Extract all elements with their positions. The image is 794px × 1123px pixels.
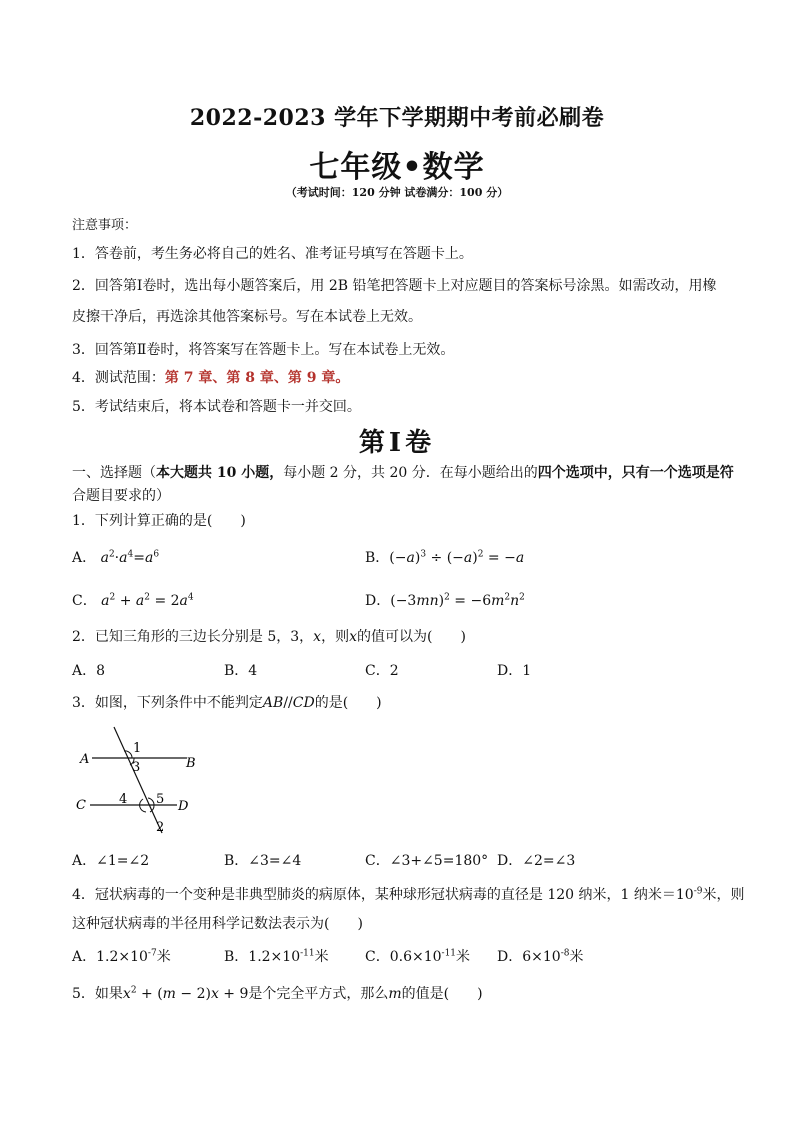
q1-c-label: C． bbox=[72, 593, 97, 609]
label-b: B bbox=[186, 756, 196, 771]
note-4 bbox=[72, 367, 349, 387]
q1-option-b: B．$(-a)^3 \div (-a)^2 = -a$ bbox=[365, 549, 525, 566]
section-title: 第Ⅰ卷 bbox=[358, 428, 436, 458]
test-range: 第 7 章、第 8 章、第 9 章。 bbox=[164, 370, 350, 386]
note-2-cont: 皮擦干净后，再选涂其他答案标号。写在本试卷上无效。 bbox=[72, 309, 422, 325]
section-intro-line2: 合题目要求的） bbox=[72, 488, 170, 504]
intro-part-a: 一、选择题（ bbox=[72, 465, 156, 481]
q4-option-b bbox=[224, 946, 329, 966]
q1-option-c: C． $a^2 + a^2 = 2a^4$ bbox=[72, 592, 194, 609]
q4-line1-exp: -9 bbox=[693, 886, 703, 897]
label-5: 5 bbox=[156, 792, 165, 807]
q3-stem-b: 的是( ) bbox=[314, 695, 382, 711]
note-4-prefix: 4．测试范围： bbox=[72, 370, 165, 386]
note-3: 3．回答第Ⅱ卷时，将答案写在答题卡上。写在本试卷上无效。 bbox=[72, 342, 455, 358]
q4-d-unit: 米 bbox=[569, 949, 584, 965]
q2-stem-b: ，则 bbox=[321, 629, 350, 645]
q4-a-exp: -7 bbox=[147, 948, 157, 959]
q4-d-exp: -8 bbox=[560, 948, 570, 959]
q4-d-label: D．6×10 bbox=[497, 949, 561, 965]
q3-option-a: A．∠1=∠2 bbox=[72, 853, 150, 869]
q2-option-c: C．2 bbox=[365, 663, 399, 679]
q4-option-d bbox=[497, 946, 583, 966]
q2-option-d: D．1 bbox=[497, 663, 532, 679]
label-c: C bbox=[76, 798, 86, 813]
q1-stem: 1．下列计算正确的是( ) bbox=[72, 513, 246, 529]
note-1: 1．答卷前，考生务必将自己的姓名、准考证号填写在答题卡上。 bbox=[72, 246, 473, 262]
q2-stem-a: 2．已知三角形的三边长分别是 5，3， bbox=[72, 629, 314, 645]
q4-c-label: C．0.6×10 bbox=[365, 949, 442, 965]
label-4: 4 bbox=[119, 792, 128, 807]
intro-part-c: 每小题 2 分，共 20 分．在每小题给出的 bbox=[283, 465, 538, 481]
q1-b-label: B． bbox=[365, 550, 390, 566]
q4-line2: 这种冠状病毒的半径用科学记数法表示为( ) bbox=[72, 916, 363, 932]
exam-info: （考试时间：120 分钟 试卷满分：100 分） bbox=[285, 186, 509, 199]
q4-b-exp: -11 bbox=[300, 948, 315, 959]
paper-subject: 七年级•数学 bbox=[309, 150, 485, 185]
q4-line1-text: 4．冠状病毒的一个变种是非典型肺炎的病原体，某种球形冠状病毒的直径是 120 纳米，1 纳米＝10 bbox=[72, 887, 694, 903]
q4-a-label: A．1.2×10 bbox=[72, 949, 148, 965]
label-1: 1 bbox=[133, 741, 142, 756]
q3-option-c: C．∠3+∠5=180° bbox=[365, 853, 489, 869]
q5-stem: 5．如果$x^2 + (m - 2)x + 9$是个完全平方式，那么m的值是( ) bbox=[72, 985, 483, 1002]
paper-title: 2022-2023 学年下学期期中考前必刷卷 bbox=[189, 105, 605, 131]
q4-b-label: B．1.2×10 bbox=[224, 949, 301, 965]
note-5: 5．考试结束后，将本试卷和答题卡一并交回。 bbox=[72, 399, 361, 415]
q1-d-label: D． bbox=[365, 593, 391, 609]
section-intro bbox=[72, 462, 734, 482]
q2-stem: 2．已知三角形的三边长分别是 5，3，x，则x的值可以为( ) bbox=[72, 629, 466, 645]
q5-stem-c: 的值是( ) bbox=[401, 986, 483, 1002]
q4-b-unit: 米 bbox=[314, 949, 329, 965]
q1-a-label: A． bbox=[72, 550, 97, 566]
notes-heading: 注意事项： bbox=[72, 218, 138, 233]
q4-option-c bbox=[365, 946, 470, 966]
q3-option-b: B．∠3=∠4 bbox=[224, 853, 302, 869]
label-3: 3 bbox=[132, 760, 141, 775]
label-2: 2 bbox=[156, 820, 165, 835]
q3-stem-a: 3．如图，下列条件中不能判定 bbox=[72, 695, 263, 711]
q5-stem-b: 是个完全平方式，那么 bbox=[248, 986, 389, 1002]
intro-part-b: 本大题共 10 小题， bbox=[156, 465, 284, 481]
q2-option-b: B．4 bbox=[224, 663, 258, 679]
q3-stem: 3．如图，下列条件中不能判定AB//CD的是( ) bbox=[72, 695, 382, 711]
note-2: 2．回答第Ⅰ卷时，选出每小题答案后，用 2B 铅笔把答题卡上对应题目的答案标号涂黑。如需改动，用橡 bbox=[72, 278, 717, 294]
q5-stem-a: 5．如果 bbox=[72, 986, 123, 1002]
q2-option-a: A．8 bbox=[72, 663, 106, 679]
q4-option-a bbox=[72, 946, 171, 966]
q4-c-exp: -11 bbox=[441, 948, 457, 959]
q4-line1-end: 米，则 bbox=[702, 887, 745, 903]
q3-option-d: D．∠2=∠3 bbox=[497, 853, 576, 869]
q1-option-d: D．$(-3mn)^2 = -6m^2n^2$ bbox=[365, 592, 525, 609]
q2-stem-c: 的值可以为( ) bbox=[356, 629, 466, 645]
parallel-lines-figure bbox=[72, 723, 212, 838]
q1-option-a: A． $a^2\cdot a^4=a^6$ bbox=[72, 549, 160, 566]
label-a: A bbox=[80, 752, 90, 767]
q4-c-unit: 米 bbox=[456, 949, 471, 965]
intro-part-d: 四个选项中，只有一个选项是符 bbox=[537, 465, 734, 481]
label-d: D bbox=[178, 799, 189, 814]
q4-line1 bbox=[72, 884, 744, 904]
q4-a-unit: 米 bbox=[156, 949, 171, 965]
